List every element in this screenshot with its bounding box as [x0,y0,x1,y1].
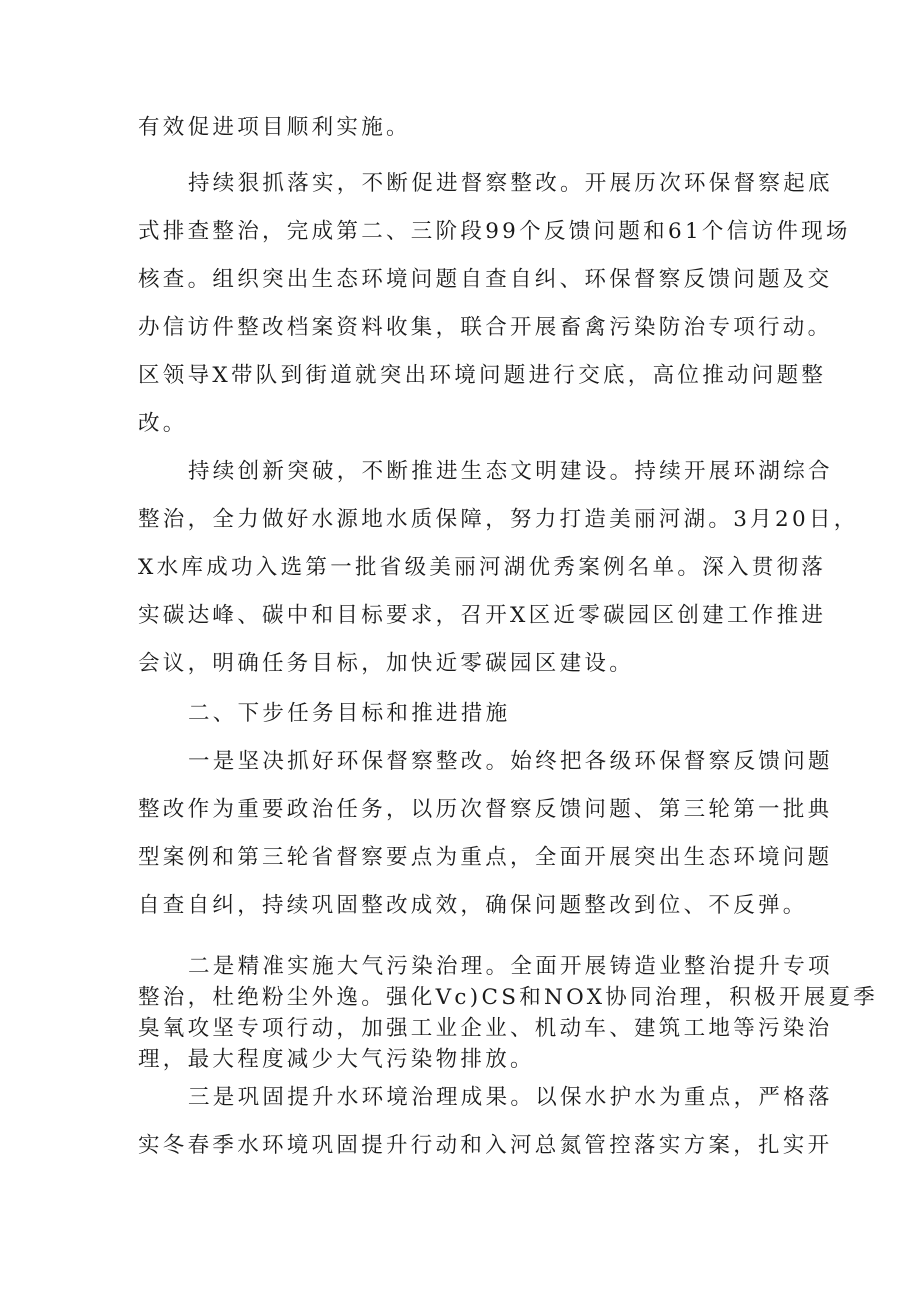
heading-line: 二、下步任务目标和推进措施 [188,701,511,726]
text-line: X水库成功入选第一批省级美丽河湖优秀案例名单。深入贯彻落 [138,555,827,580]
text-line: 二是精准实施大气污染治理。全面开展铸造业整治提升专项 [188,954,833,979]
text-line: 整治，杜绝粉尘外逸。强化Vc)CS和NOX协同治理，积极开展夏季 [138,985,879,1010]
text-line: 核查。组织突出生态环境问题自查自纠、环保督察反馈问题及交 [138,267,833,292]
paragraph-water-environment [138,1074,833,1170]
text-line: 区领导X带队到街道就突出环境问题进行交底，高位推动问题整 [138,363,827,388]
text-line: 型案例和第三轮省督察要点为重点，全面开展突出生态环境问题 [138,845,833,870]
text-line: 整治，全力做好水源地水质保障，努力打造美丽河湖。3月20日， [138,507,859,532]
text-line: 臭氧攻坚专项行动，加强工业企业、机动车、建筑工地等污染治 [138,1016,833,1041]
text-line: 理，最大程度减少大气污染物排放。 [138,1047,535,1072]
paragraph-supervision-rectification [138,160,851,448]
text-line: 实碳达峰、碳中和目标要求，召开X区近零碳园区创建工作推进 [138,603,827,628]
text-line: 持续狠抓落实，不断促进督察整改。开展历次环保督察起底 [188,171,833,196]
text-line: 办信访件整改档案资料收集，联合开展畜禽污染防治专项行动。 [138,315,833,340]
text-line: 整改作为重要政治任务，以历次督察反馈问题、第三轮第一批典 [138,797,833,822]
paragraph-continuation [138,104,788,152]
paragraph-ecological-civilization [138,448,859,688]
text-line: 式排查整治，完成第二、三阶段99个反馈问题和61个信访件现场 [138,219,851,244]
text-line: 有效促进项目顺利实施。 [138,115,411,140]
text-line: 一是坚决抓好环保督察整改。始终把各级环保督察反馈问题 [188,749,833,774]
section-heading [138,690,788,738]
paragraph-environmental-supervision [138,738,833,930]
text-line: 自查自纠，持续巩固整改成效，确保问题整改到位、不反弹。 [138,893,808,918]
text-line: 实冬春季水环境巩固提升行动和入河总氮管控落实方案，扎实开 [138,1133,833,1158]
paragraph-air-pollution [138,951,879,1075]
text-line: 会议，明确任务目标，加快近零碳园区建设。 [138,651,635,676]
text-line: 三是巩固提升水环境治理成果。以保水护水为重点，严格落 [188,1085,833,1110]
text-line: 改。 [138,411,188,436]
text-line: 持续创新突破，不断推进生态文明建设。持续开展环湖综合 [188,459,833,484]
